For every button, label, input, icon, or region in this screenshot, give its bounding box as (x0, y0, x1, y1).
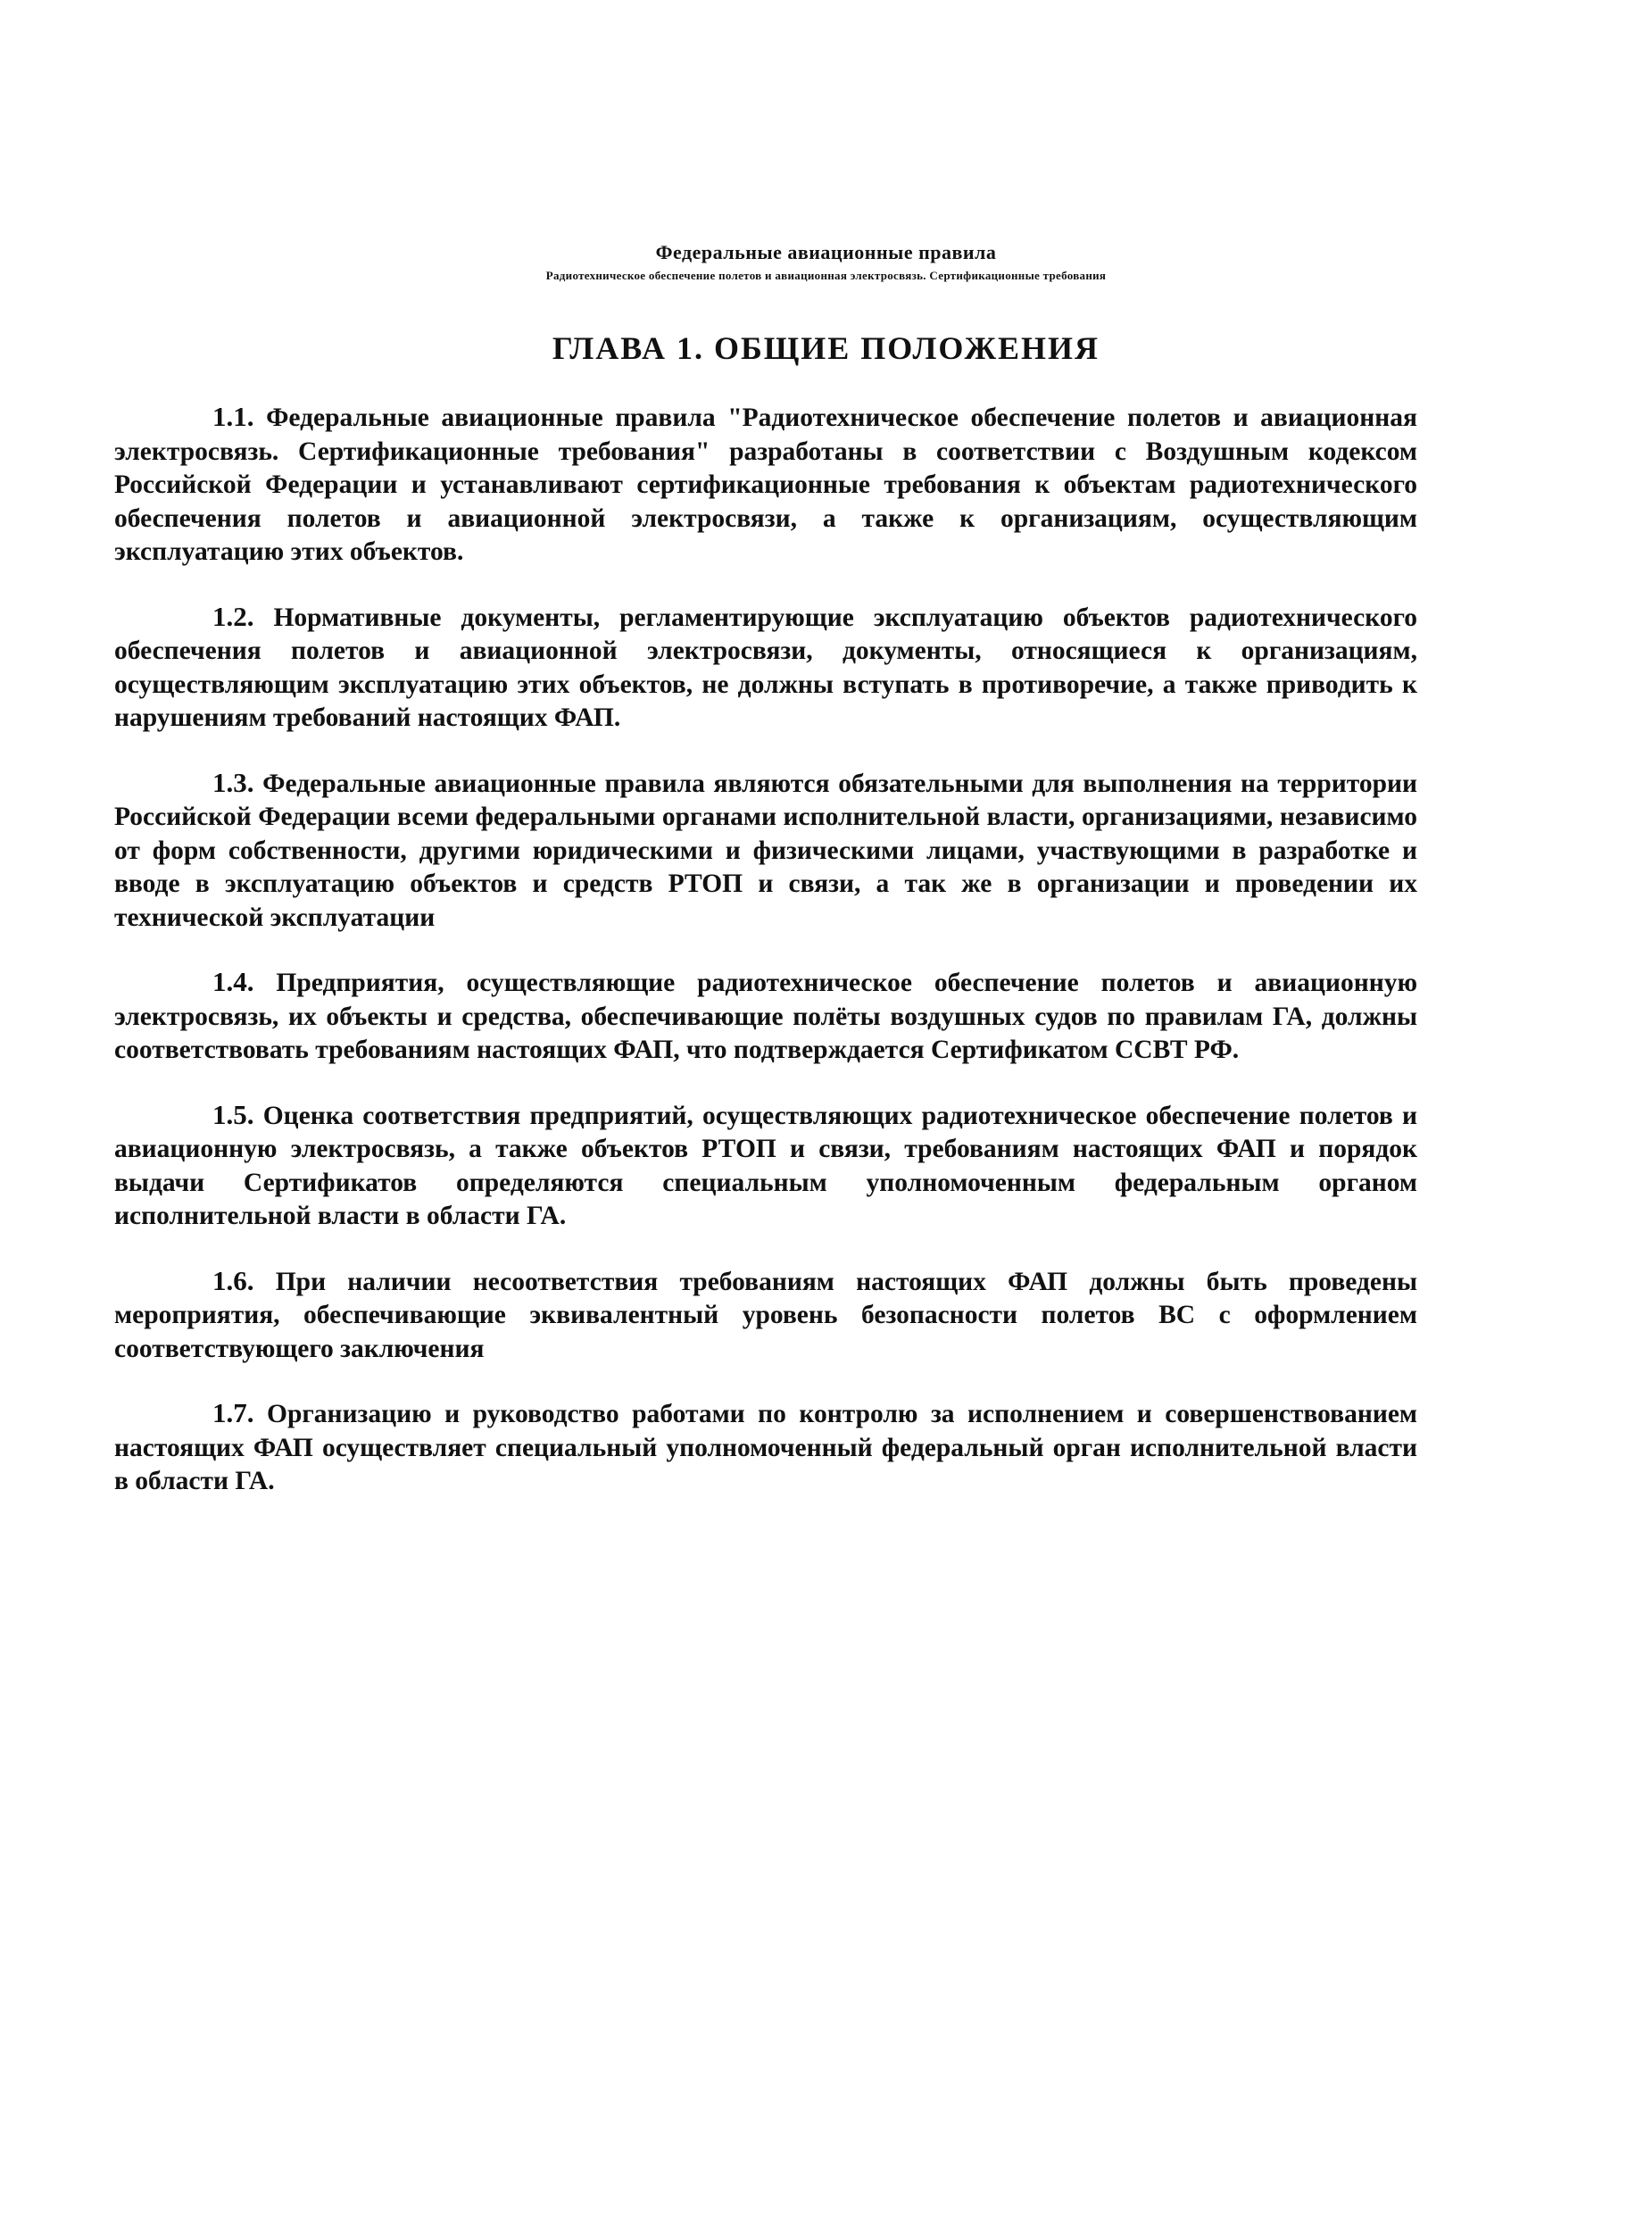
paragraph-number: 1.5. (212, 1098, 254, 1130)
paragraph-1-6 (114, 1264, 1417, 1367)
running-header (0, 239, 1652, 286)
paragraph-number: 1.7. (212, 1397, 254, 1428)
paragraph-text: Нормативные документы, регламентирующие эксплуатацию объектов радиотехнического обеспечения полетов и авиационной электросвязи, документы, относящиеся к организациям, осуществляющим эксплуатацию этих объектов, не должны вступать в противоречие, а также приводить к нарушениям требований настоящих ФАП. (114, 603, 1417, 732)
paragraph-text: Организацию и руководство работами по контролю за исполнением и совершенствованием настоящих ФАП осуществляет специальный уполномоченный федеральный орган исполнительной власти в области ГА. (114, 1400, 1418, 1495)
paragraph-number: 1.4. (212, 966, 254, 997)
paragraph-1-3 (114, 766, 1417, 936)
paragraph-text: Оценка соответствия предприятий, осуществляющих радиотехническое обеспечение полетов и авиационную электросвязь, а также объектов РТОП и связи, требованиям настоящих ФАП и порядок выдачи Сертификатов определяются специальным уполномоченным федеральным органом исполнительной власти в области ГА. (114, 1101, 1418, 1230)
paragraph-number: 1.6. (212, 1264, 254, 1296)
paragraph-number: 1.2. (212, 600, 254, 632)
paragraph-1-4 (114, 965, 1417, 1068)
paragraph-number: 1.3. (212, 766, 254, 798)
paragraph-number: 1.1. (212, 401, 254, 432)
document-body (114, 400, 1417, 1529)
header-title: Федеральные авиационные правила (655, 241, 997, 263)
header-subtitle: Радиотехническое обеспечение полетов и авиационная электросвязь. Сертификационные требования (545, 269, 1107, 282)
chapter-title: ГЛАВА 1. ОБЩИЕ ПОЛОЖЕНИЯ (552, 330, 1100, 366)
paragraph-text: Федеральные авиационные правила являются обязательными для выполнения на территории Российской Федерации всеми федеральными органами исполнительной власти, организациями, независимо от форм собственности, другими юридическими и физическими лицами, участвующими в разработке и вводе в эксплуатацию объектов и средств РТОП и связи, а так же в организации и проведении их технической эксплуатации (114, 769, 1417, 932)
paragraph-1-2 (114, 600, 1417, 736)
paragraph-text: Предприятия, осуществляющие радиотехническое обеспечение полетов и авиационную электросвязь, их объекты и средства, обеспечивающие полёты воздушных судов по правилам ГА, должны соответствовать требованиям настоящих ФАП, что подтверждается Сертификатом ССВТ РФ. (114, 969, 1417, 1064)
paragraph-1-7 (114, 1396, 1417, 1499)
paragraph-text: При наличии несоответствия требованиям настоящих ФАП должны быть проведены мероприятия, обеспечивающие эквивалентный уровень безопасности полетов ВС с оформлением соответствующего заключения (114, 1267, 1418, 1363)
paragraph-1-5 (114, 1098, 1417, 1234)
paragraph-1-1 (114, 400, 1417, 570)
paragraph-text: Федеральные авиационные правила "Радиотехническое обеспечение полетов и авиационная электросвязь. Сертификационные требования" разработаны в соответствии с Воздушным кодексом Российской Федерации и устанавливают сертификационные требования к объектам радиотехнического обеспечения полетов и авиационной электросвязи, а также к организациям, осуществляющим эксплуатацию этих объектов. (114, 404, 1418, 566)
